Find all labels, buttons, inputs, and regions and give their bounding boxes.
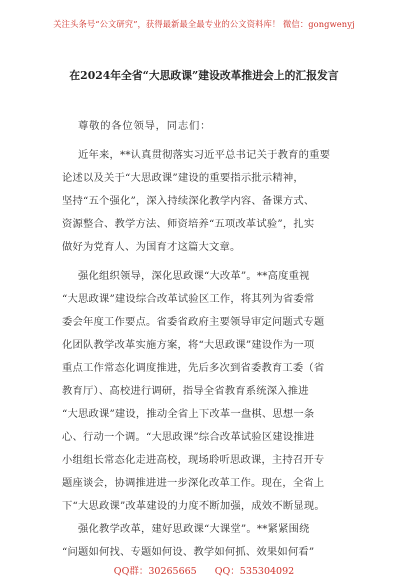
- paragraph-line: 题座谈会，协调推进进一步深化改革工作。现在，全省上: [62, 477, 325, 489]
- paragraph-line: 化团队教学改革实施方案，将“大思政课”建设作为一项: [62, 339, 315, 351]
- paragraph-line: 强化教学改革，建好思政课“大课堂”。**紧紧围绕: [78, 523, 310, 535]
- qq-number: QQ：535304092: [214, 566, 295, 577]
- paragraph-line: 心、行动一个调。“大思政课”综合改革试验区建设推进: [62, 431, 315, 443]
- paragraph-line: 资源整合、教学方法、师资培养“五项改革试验”，扎实: [62, 218, 315, 230]
- paragraph-line: 委会年度工作要点。省委省政府主要领导审定问题式专题: [62, 316, 325, 328]
- paragraph-line: 论述以及关于“大思政课”建设的重要指示批示精神，: [62, 172, 304, 184]
- paragraph-line: “大思政课”建设，推动全省上下改革一盘棋、思想一条: [62, 408, 315, 420]
- paragraph-line: 重点工作常态化调度推进，先后多次到省委教育工委（省: [62, 362, 325, 374]
- paragraph-line: “问题如何找、专题如何设、教学如何抓、效果如何看”: [62, 546, 315, 558]
- footer-contact: [0, 563, 408, 577]
- paragraph-line: 强化组织领导，深化思政课“大改革”。**高度重视: [78, 270, 310, 282]
- qq-group-number: QQ群：30265665: [113, 566, 197, 577]
- paragraph-line: 近年来，**认真贯彻落实习近平总书记关于教育的重要: [78, 149, 331, 161]
- paragraph-line: 坚持“五个强化”，深入持续深化教学内容、备课方式、: [62, 195, 315, 207]
- paragraph-line: 教育厅）、高校进行调研，指导全省教育系统深入推进: [62, 385, 309, 397]
- paragraph-line: 小组组长常态化走进高校，现场聆听思政课，主持召开专: [62, 454, 325, 466]
- header-banner: 关注头条号“公文研究”，获得最新最全最专业的公文资料库！ 微信：gongwenyj: [53, 19, 355, 29]
- document-title: 在2024年全省“大思政课”建设改革推进会上的汇报发言: [69, 69, 339, 82]
- paragraph-line: “大思政课”建设综合改革试验区工作，将其列为省委常: [62, 293, 315, 305]
- paragraph-line: 下“大思政课”改革建设的力度不断加强，成效不断显现。: [62, 500, 325, 512]
- paragraph-line: 做好为党育人、为国育才这篇大文章。: [62, 241, 241, 253]
- salutation: 尊敬的各位领导，同志们：: [78, 120, 212, 132]
